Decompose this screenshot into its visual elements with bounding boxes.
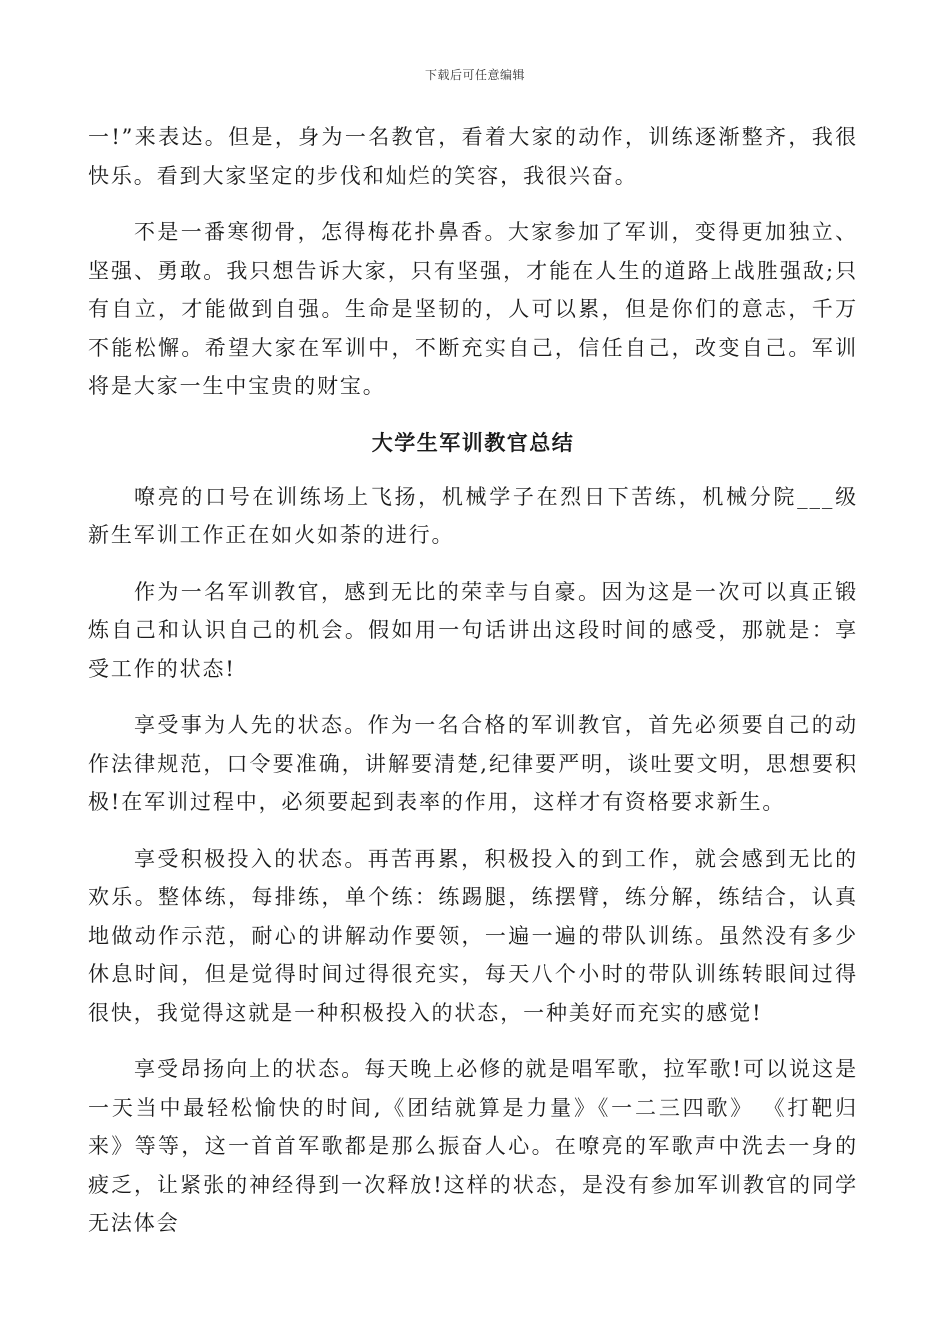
paragraph: 不是一番寒彻骨，怎得梅花扑鼻香。大家参加了军训，变得更加独立、坚强、勇敢。我只想告诉大家，只有坚强，才能在人生的道路上战胜强敌;只有自立，才能做到自强。生命是坚韧的，人可以累，但是你们的意志，千万不能松懈。希望大家在军训中，不断充实自己，信任自己，改变自己。军训将是大家一生中宝贵的财宝。 (88, 220, 858, 398)
section-title: 大学生军训教官总结 (371, 429, 575, 455)
paragraph: 作为一名军训教官，感到无比的荣幸与自豪。因为这是一次可以真正锻炼自己和认识自己的机会。假如用一句话讲出这段时间的感受，那就是：享受工作的状态! (88, 579, 858, 681)
document-body (88, 118, 858, 1261)
paragraph: 享受昂扬向上的状态。每天晚上必修的就是唱军歌，拉军歌!可以说这是一天当中最轻松愉快的时间,《团结就算是力量》《一二三四歌》 《打靶归来》等等，这一首首军歌都是那么振奋人心。在嘹亮的军歌声中洗去一身的疲乏，让紧张的神经得到一次释放!这样的状态，是没有参加军训教官的同学无法体会 (88, 1057, 858, 1235)
paragraph: 享受积极投入的状态。再苦再累，积极投入的到工作，就会感到无比的欢乐。整体练，每排练，单个练：练踢腿，练摆臂，练分解，练结合，认真地做动作示范，耐心的讲解动作要领，一遍一遍的带队训练。虽然没有多少休息时间，但是觉得时间过得很充实，每天八个小时的带队训练转眼间过得很快，我觉得这就是一种积极投入的状态，一种美好而充实的感觉! (88, 846, 858, 1025)
page-header-note: 下载后可任意编辑 (424, 68, 525, 82)
paragraph: 嘹亮的口号在训练场上飞扬，机械学子在烈日下苦练，机械分院___级新生军训工作正在如火如荼的进行。 (88, 484, 858, 547)
paragraph-continuation: 一!”来表达。但是，身为一名教官，看着大家的动作，训练逐渐整齐，我很快乐。看到大家坚定的步伐和灿烂的笑容，我很兴奋。 (88, 125, 858, 188)
paragraph: 享受事为人先的状态。作为一名合格的军训教官，首先必须要自己的动作法律规范，口令要准确，讲解要清楚,纪律要严明，谈吐要文明，思想要积极!在军训过程中，必须要起到表率的作用，这样才有资格要求新生。 (88, 713, 858, 814)
